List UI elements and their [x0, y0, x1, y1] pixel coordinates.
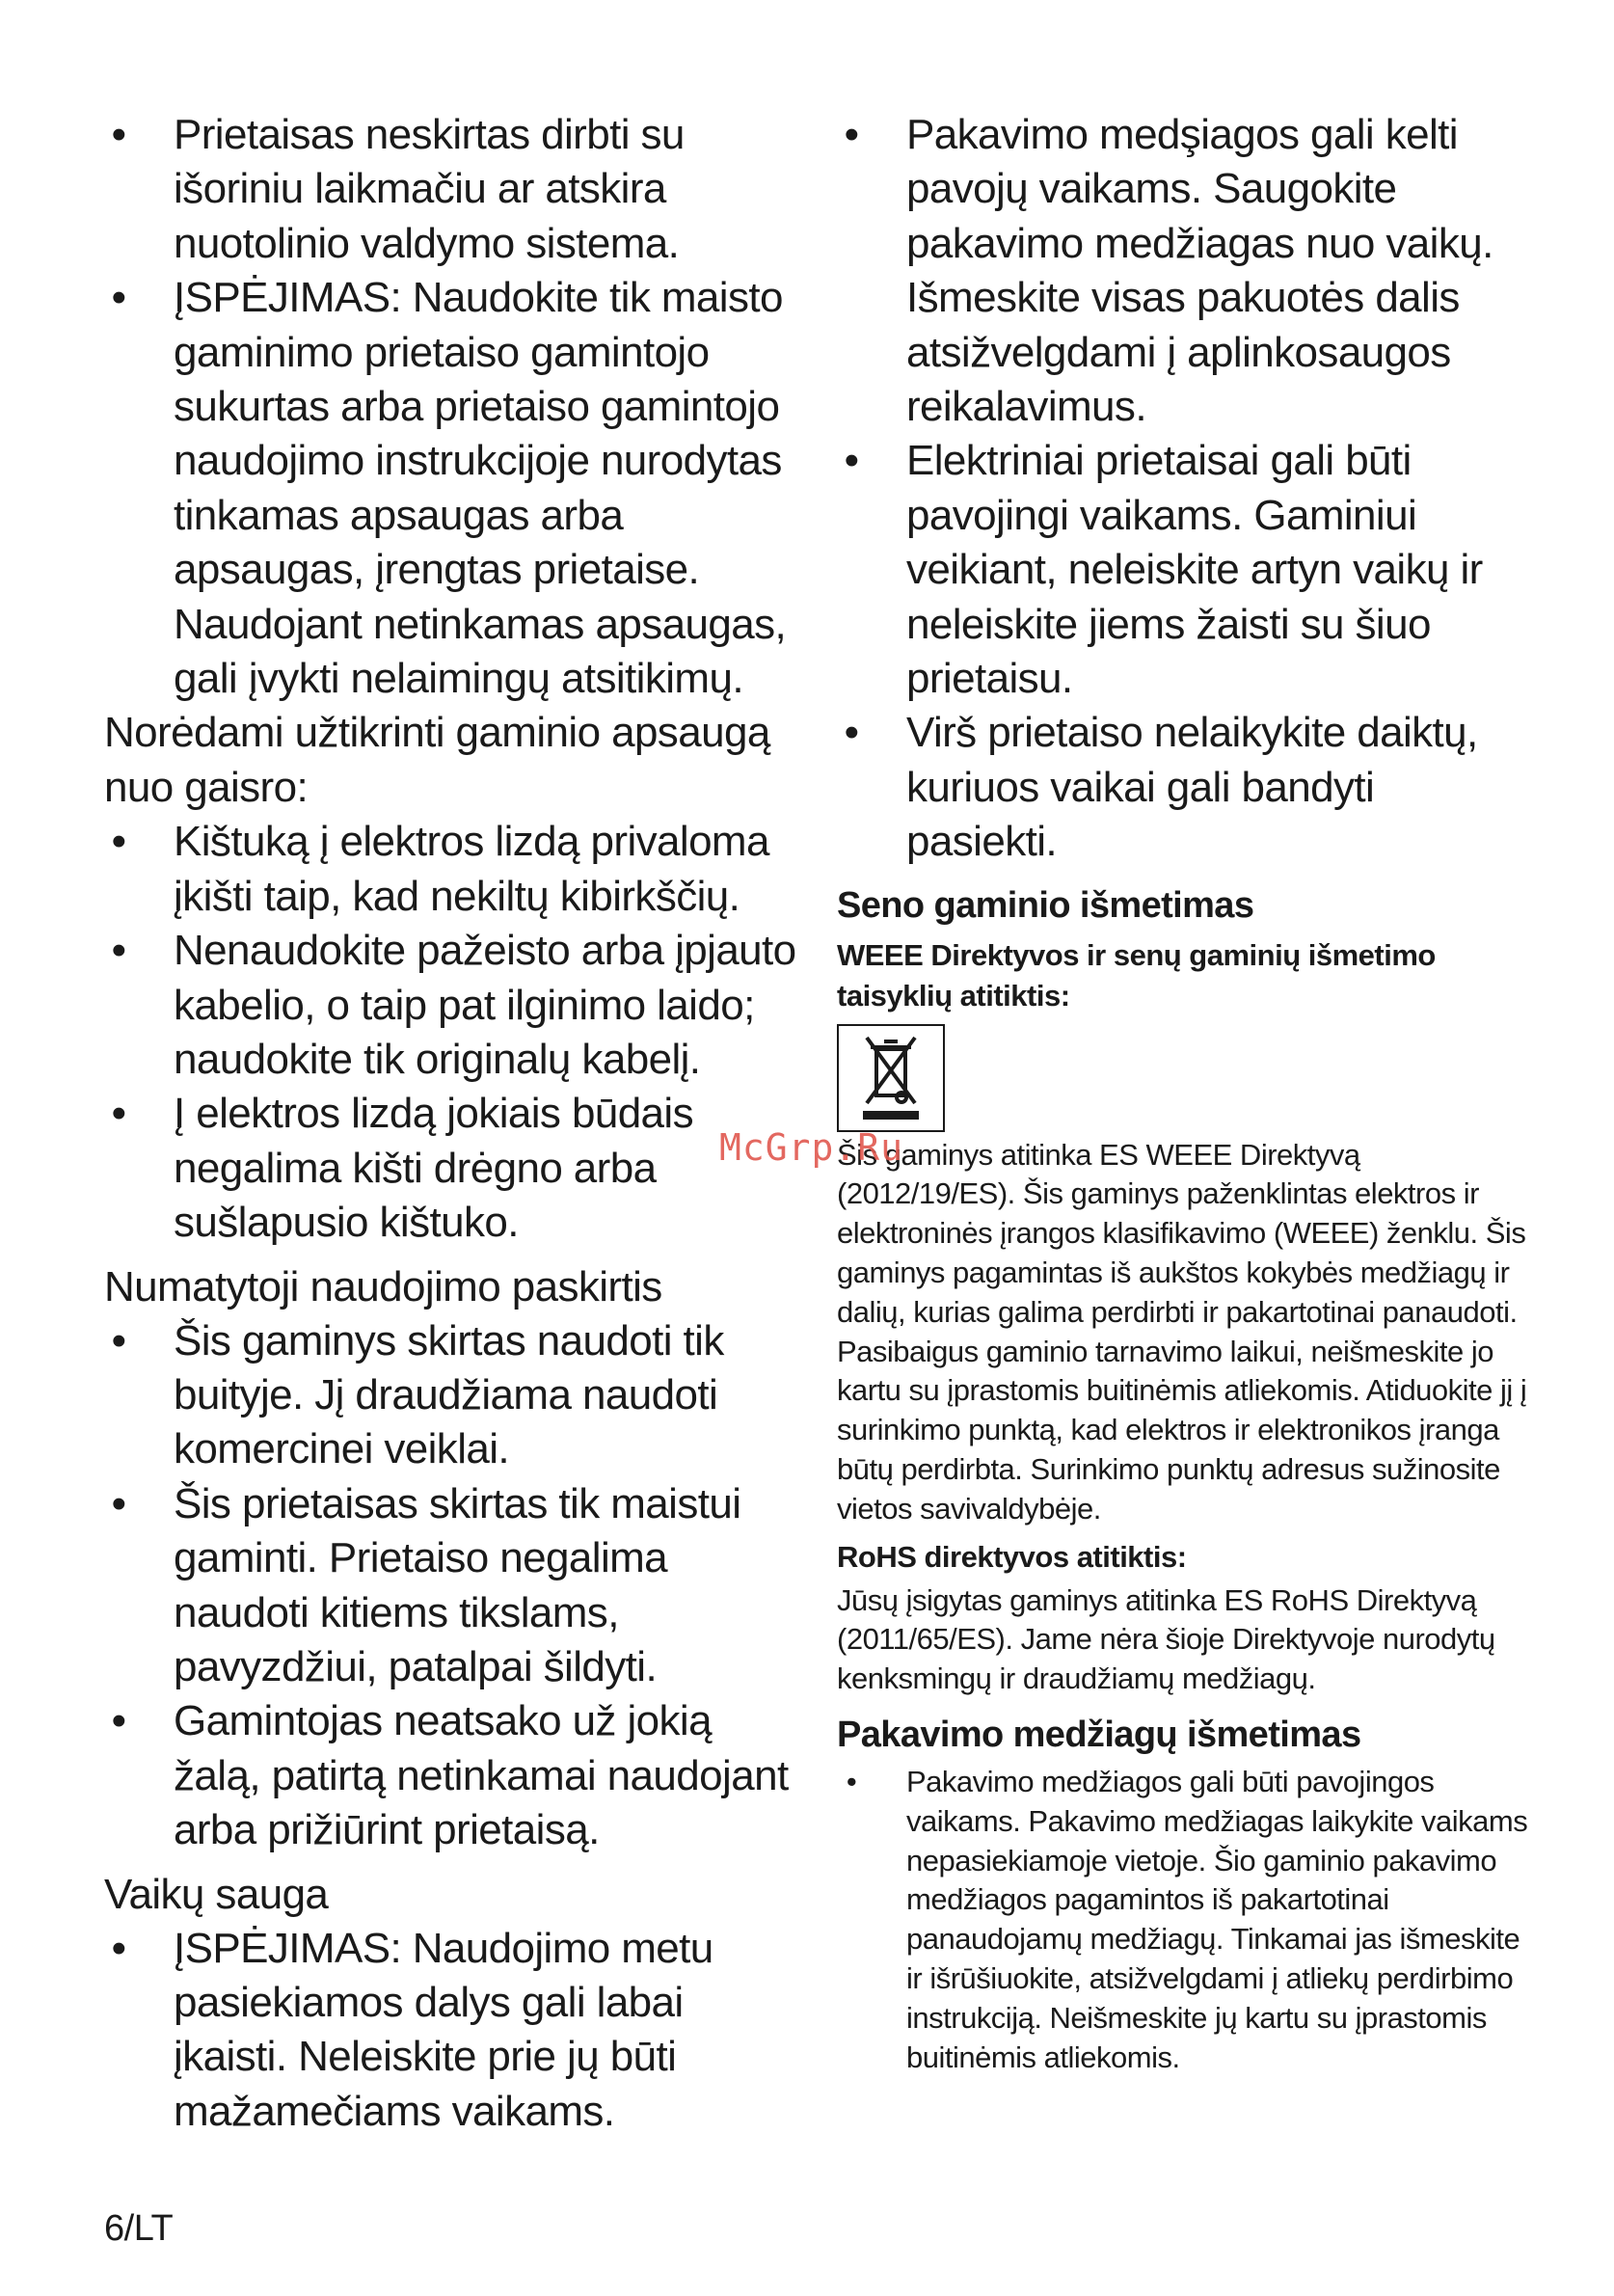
list-item: • Pakavimo medşiagos gali kelti pavojų vaikams. Saugokite pakavimo medžiagas nuo vaikų. Išmeskite visas pakuotės dalis atsižvelgdami į aplinkosaugos reikalavimus. [837, 108, 1531, 434]
left-column [104, 108, 798, 2139]
bullet-list-fire [104, 815, 798, 1250]
bullet-glyph: • [111, 927, 126, 975]
bullet-glyph: • [111, 818, 126, 866]
weee-text: Šis gaminys atitinka ES WEEE Direktyvą (2012/19/ES). Šis gaminys paženklintas elektros ir elektroninės įrangos klasifikavimo (WEEE) ženklu. Šis gaminys pagamintas iš aukštos kokybės medžiagų ir dalių, kurias galima perdirbti ir pakartotinai panaudoti. Pasibaigus gaminio tarnavimo laikui, neišmeskite jo kartu su įprastomis buitinėmis atliekomis. Atiduokite jį į surinkimo punktą, kad elektros ir elektronikos įranga būtų perdirbta. Surinkimo punktų adresus sužinosite vietos savivaldybėje. [837, 1137, 1527, 1526]
page-number: 6/LT [104, 2208, 174, 2249]
watermark: McGrp.Ru [719, 1126, 904, 1169]
weee-subheading: WEEE Direktyvos ir senų gaminių išmetimo taisyklių atitiktis: [837, 937, 1436, 1013]
list-item: • Virš prietaiso nelaikykite daiktų, kuriuos vaikai gali bandyti pasiekti. [837, 706, 1531, 869]
bullet-list-use [104, 1314, 798, 1858]
bullet-glyph: • [111, 274, 126, 322]
list-item: • Elektriniai prietaisai gali būti pavojingi vaikams. Gaminiui veikiant, neleiskite artyn vaikų ir neleiskite jiems žaisti su šiuo prietaisu. [837, 434, 1531, 706]
bullet-glyph: • [111, 1090, 126, 1138]
bullet-list-child [104, 1922, 798, 2140]
bullet-glyph: • [111, 1924, 126, 1972]
heading-intended-use: Numatytoji naudojimo paskirtis [104, 1262, 662, 1310]
list-item: • Gamintojas neatsako už jokią žalą, patirtą netinkamai naudojant arba prižiūrint prietaisą. [104, 1694, 798, 1857]
bullet-glyph: • [844, 111, 859, 158]
rohs-subheading: RoHS direktyvos atitiktis: [837, 1539, 1187, 1574]
list-item: • Prietaisas neskirtas dirbti su išoriniu laikmačiu ar atskira nuotolinio valdymo sistema. [104, 108, 798, 271]
list-item: • Šis prietaisas skirtas tik maistui gaminti. Prietaiso negalima naudoti kitiems tikslams, pavyzdžiui, patalpai šildyti. [104, 1477, 798, 1695]
bullet-glyph: • [844, 437, 859, 485]
list-item: • ĮSPĖJIMAS: Naudojimo metu pasiekiamos dalys gali labai įkaisti. Neleiskite prie jų būti mažamečiams vaikams. [104, 1922, 798, 2140]
heading-child-safety: Vaikų sauga [104, 1870, 329, 1918]
right-column [837, 108, 1531, 2077]
bullet-list-packaging-hazards [837, 108, 1531, 870]
bullet-glyph: • [846, 1765, 857, 1799]
left-content [104, 108, 798, 2139]
bullet-glyph: • [111, 1316, 126, 1364]
heading-packaging-disposal: Pakavimo medžiagų išmetimas [837, 1715, 1361, 1756]
bullet-glyph: • [111, 1697, 126, 1745]
list-item: • Pakavimo medžiagos gali būti pavojingos vaikams. Pakavimo medžiagas laikykite vaikams nepasiekiamoje vietoje. Šio gaminio pakavimo medžiagos pagamintos iš pakartotinai panaudojamų medžiagų. Tinkamai jas išmeskite ir išrūšiuokite, atsižvelgdami į atliekų perdirbimo instrukciją. Neišmeskite jų kartu su įprastomis buitinėmis atliekomis. [837, 1763, 1531, 2077]
right-top-content [837, 108, 1531, 870]
bullet-glyph: • [111, 1479, 126, 1527]
list-item: • Kištuką į elektros lizdą privaloma įkišti taip, kad nekiltų kibirkščių. [104, 815, 798, 924]
list-item: • Į elektros lizdą jokiais būdais negalima kišti drėgno arba sušlapusio kištuko. [104, 1087, 798, 1250]
list-item: • Šis gaminys skirtas naudoti tik buityje. Jį draudžiama naudoti komercinei veiklai. [104, 1314, 798, 1477]
bullet-glyph: • [111, 111, 126, 158]
fire-intro: Norėdami užtikrinti gaminio apsaugą nuo gaisro: [104, 709, 770, 811]
list-item: • ĮSPĖJIMAS: Naudokite tik maisto gaminimo prietaiso gamintojo sukurtas arba prietaiso gamintojo naudojimo instrukcijoje nurodytas tinkamas apsaugas arba apsaugas, įrengtas prietaise. Naudojant netinkamas apsaugas, gali įvykti nelaimingų atsitikimų. [104, 271, 798, 706]
bullet-glyph: • [844, 709, 859, 757]
heading-old-product-disposal: Seno gaminio išmetimas [837, 884, 1254, 926]
bullet-list-timer [104, 108, 798, 706]
bullet-list-packaging-disposal [837, 1763, 1531, 2077]
list-item: • Nenaudokite pažeisto arba įpjauto kabelio, o taip pat ilginimo laido; naudokite tik originalų kabelį. [104, 924, 798, 1087]
rohs-text: Jūsų įsigytas gaminys atitinka ES RoHS Direktyvą (2011/65/ES). Jame nėra šioje Direktyvoje nurodytų kenksmingų ir draudžiamų medžiagų. [837, 1582, 1495, 1696]
crossed-out-wheelie-bin-icon [837, 1024, 945, 1132]
